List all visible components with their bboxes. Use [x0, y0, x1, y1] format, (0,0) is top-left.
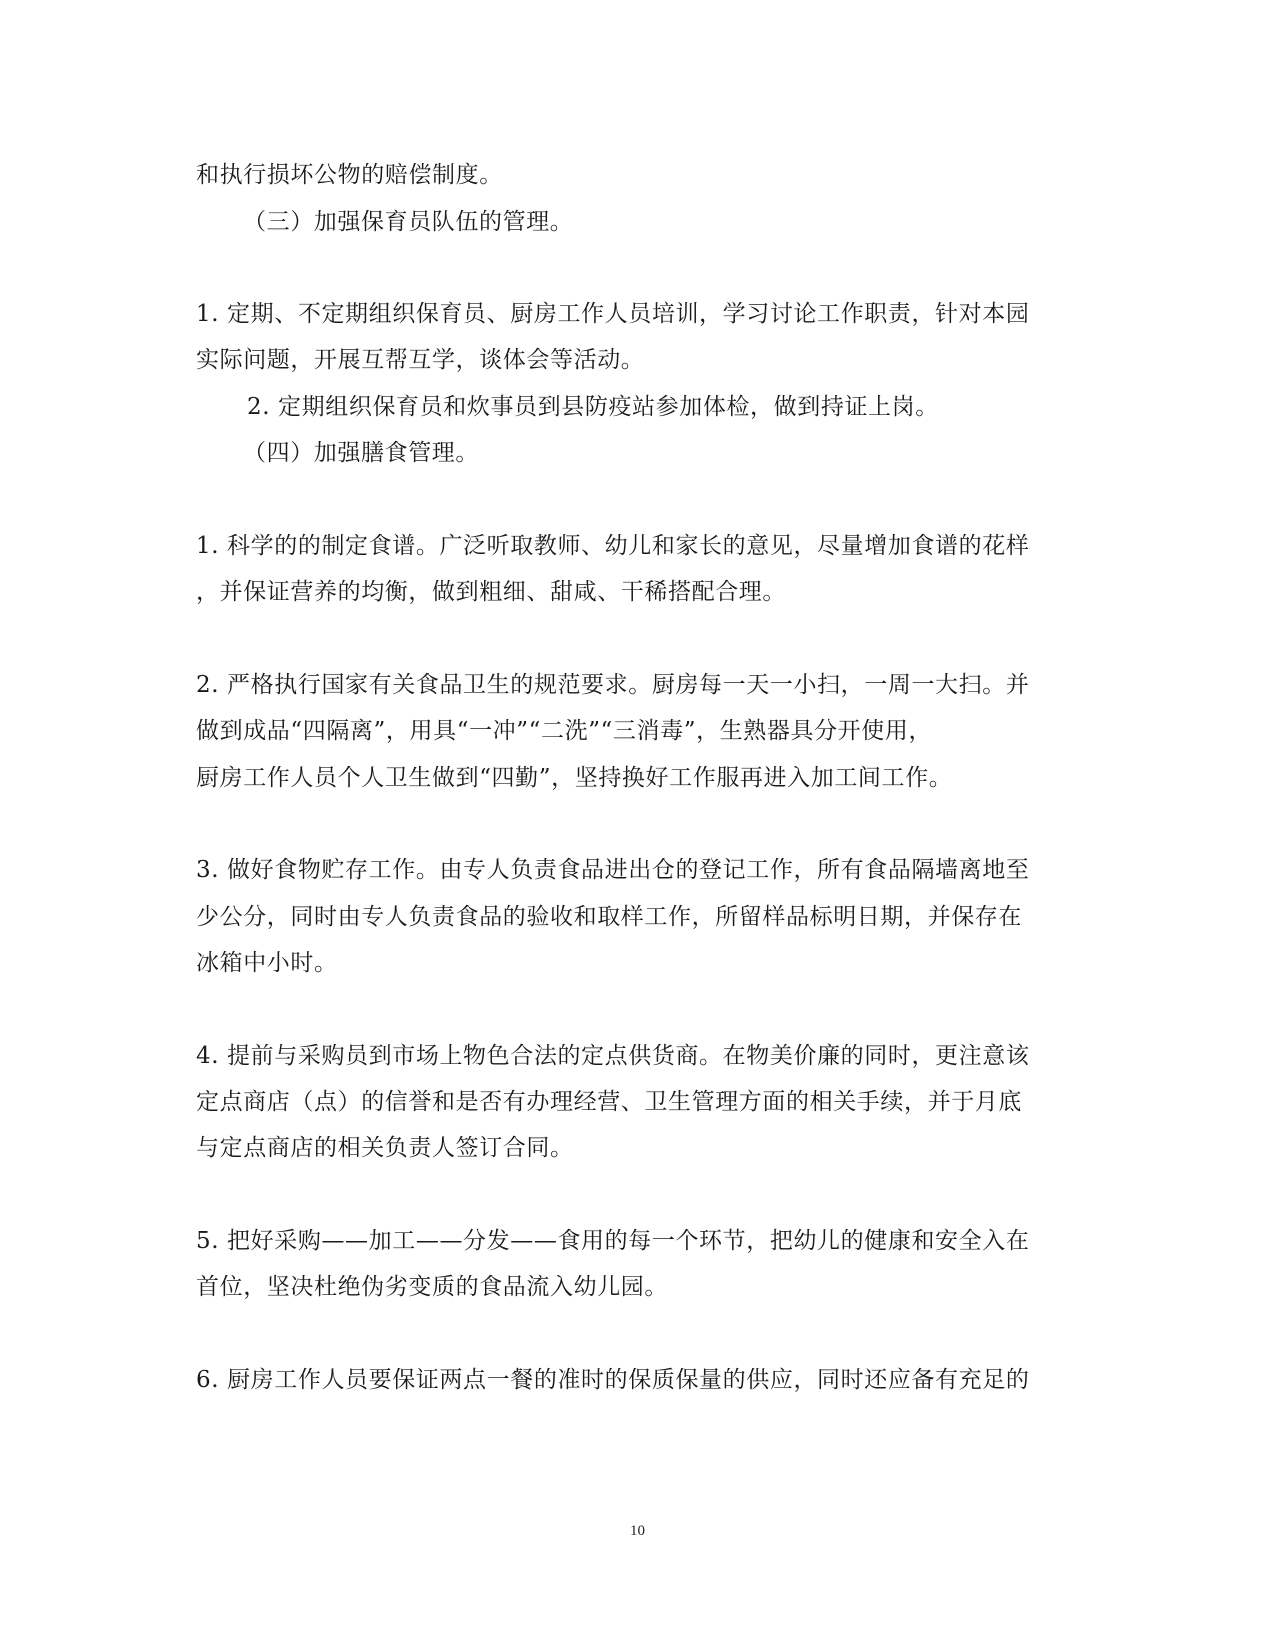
text-line: 3. 做好食物贮存工作。由专人负责食品进出仓的登记工作，所有食品隔墙离地至 [196, 857, 1030, 883]
text-line: 首位，坚决杜绝伪劣变质的食品流入幼儿园。 [196, 1274, 668, 1300]
text-line: 实际问题，开展互帮互学，谈体会等活动。 [196, 347, 645, 373]
text-line: 厨房工作人员个人卫生做到“四勤”，坚持换好工作服再进入加工间工作。 [196, 765, 953, 791]
text-line: 6. 厨房工作人员要保证两点一餐的准时的保质保量的供应，同时还应备有充足的 [196, 1367, 1030, 1393]
text-line: 2. 定期组织保育员和炊事员到县防疫站参加体检，做到持证上岗。 [247, 394, 939, 420]
text-line: 少公分，同时由专人负责食品的验收和取样工作，所留样品标明日期，并保存在 [196, 904, 1022, 930]
section-heading: （四）加强膳食管理。 [243, 440, 479, 466]
text-line: 定点商店（点）的信誉和是否有办理经营、卫生管理方面的相关手续，并于月底 [196, 1089, 1022, 1115]
section-heading: （三）加强保育员队伍的管理。 [243, 209, 574, 235]
text-line: ，并保证营养的均衡，做到粗细、甜咸、干稀搭配合理。 [196, 579, 786, 605]
page-number: 10 [630, 1523, 645, 1539]
text-line: 5. 把好采购——加工——分发——食用的每一个环节，把幼儿的健康和安全入在 [196, 1228, 1030, 1254]
text-line: 4. 提前与采购员到市场上物色合法的定点供货商。在物美价廉的同时，更注意该 [196, 1043, 1030, 1069]
text-line: 与定点商店的相关负责人签订合同。 [196, 1135, 574, 1161]
text-line: 2. 严格执行国家有关食品卫生的规范要求。厨房每一天一小扫，一周一大扫。并 [196, 672, 1030, 698]
text-line: 做到成品“四隔离”，用具“一冲”“二洗”“三消毒”，生熟器具分开使用， [196, 718, 933, 744]
text-line: 1. 科学的的制定食谱。广泛听取教师、幼儿和家长的意见，尽量增加食谱的花样 [196, 533, 1030, 559]
text-line: 冰箱中小时。 [196, 950, 338, 976]
text-line: 1. 定期、不定期组织保育员、厨房工作人员培训，学习讨论工作职责，针对本园 [196, 301, 1030, 327]
text-line: 和执行损坏公物的赔偿制度。 [196, 162, 503, 188]
